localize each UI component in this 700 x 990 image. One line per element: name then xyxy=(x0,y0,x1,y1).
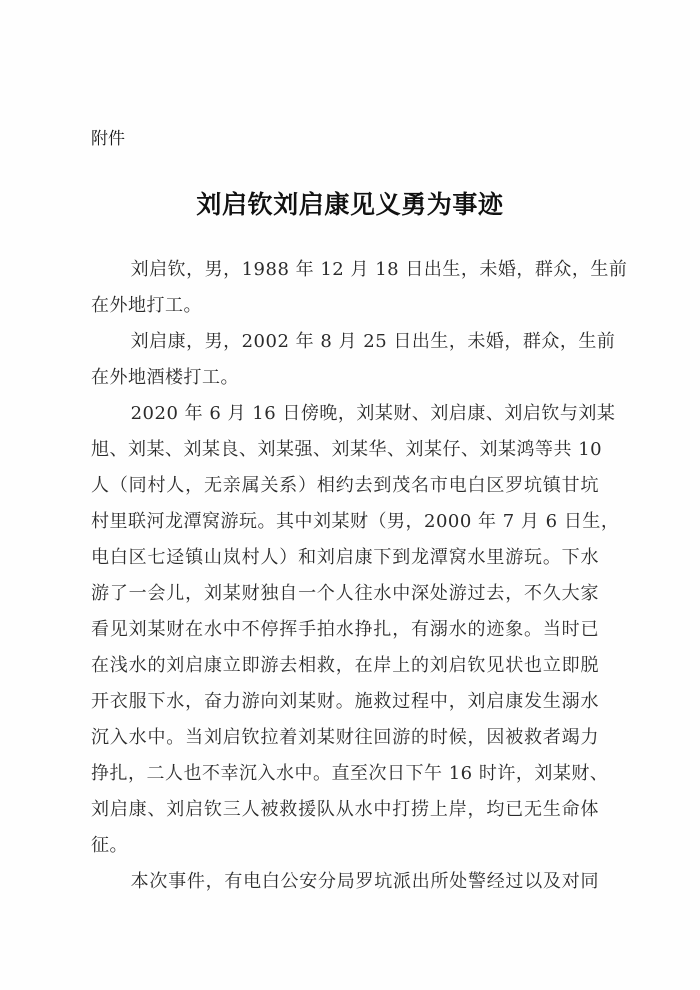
paragraph-event-summary xyxy=(91,864,599,900)
text-line: 刘启钦，男，1988 年 12 月 18 日出生，未婚，群众，生前 xyxy=(130,259,628,280)
text-line: 开衣服下水，奋力游向刘某财。施救过程中，刘启康发生溺水 xyxy=(91,691,599,712)
document-body xyxy=(91,252,628,900)
text-line: 游了一会儿，刘某财独自一个人往水中深处游过去，不久大家 xyxy=(91,583,599,604)
attachment-label: 附件 xyxy=(91,129,125,149)
paragraph-incident xyxy=(91,396,620,864)
document-title: 刘启钦刘启康见义勇为事迹 xyxy=(196,190,504,219)
paragraph-liu-qikang xyxy=(91,324,616,396)
text-line: 挣扎，二人也不幸沉入水中。直至次日下午 16 时许，刘某财、 xyxy=(91,763,609,784)
text-line: 征。 xyxy=(91,835,128,856)
text-line: 在浅水的刘启康立即游去相救，在岸上的刘启钦见状也立即脱 xyxy=(91,655,599,676)
text-line: 旭、刘某、刘某良、刘某强、刘某华、刘某仔、刘某鸿等共 10 xyxy=(91,439,603,460)
text-line: 村里联河龙潭窝游玩。其中刘某财（男，2000 年 7 月 6 日生， xyxy=(91,511,620,532)
text-line: 本次事件，有电白公安分局罗坑派出所处警经过以及对同 xyxy=(130,871,599,892)
text-line: 刘启康、刘启钦三人被救援队从水中打捞上岸，均已无生命体 xyxy=(91,799,599,820)
text-line: 2020 年 6 月 16 日傍晚，刘某财、刘启康、刘启钦与刘某 xyxy=(130,403,616,424)
text-line: 在外地酒楼打工。 xyxy=(91,367,239,388)
text-line: 人（同村人，无亲属关系）相约去到茂名市电白区罗坑镇甘坑 xyxy=(91,475,599,496)
text-line: 电白区七迳镇山岚村人）和刘启康下到龙潭窝水里游玩。下水 xyxy=(91,547,599,568)
text-line: 在外地打工。 xyxy=(91,295,202,316)
text-line: 沉入水中。当刘启钦拉着刘某财往回游的时候，因被救者竭力 xyxy=(91,727,599,748)
paragraph-liu-qiqin xyxy=(91,252,628,324)
text-line: 看见刘某财在水中不停挥手拍水挣扎，有溺水的迹象。当时已 xyxy=(91,619,599,640)
text-line: 刘启康，男，2002 年 8 月 25 日出生，未婚，群众，生前 xyxy=(130,331,616,352)
